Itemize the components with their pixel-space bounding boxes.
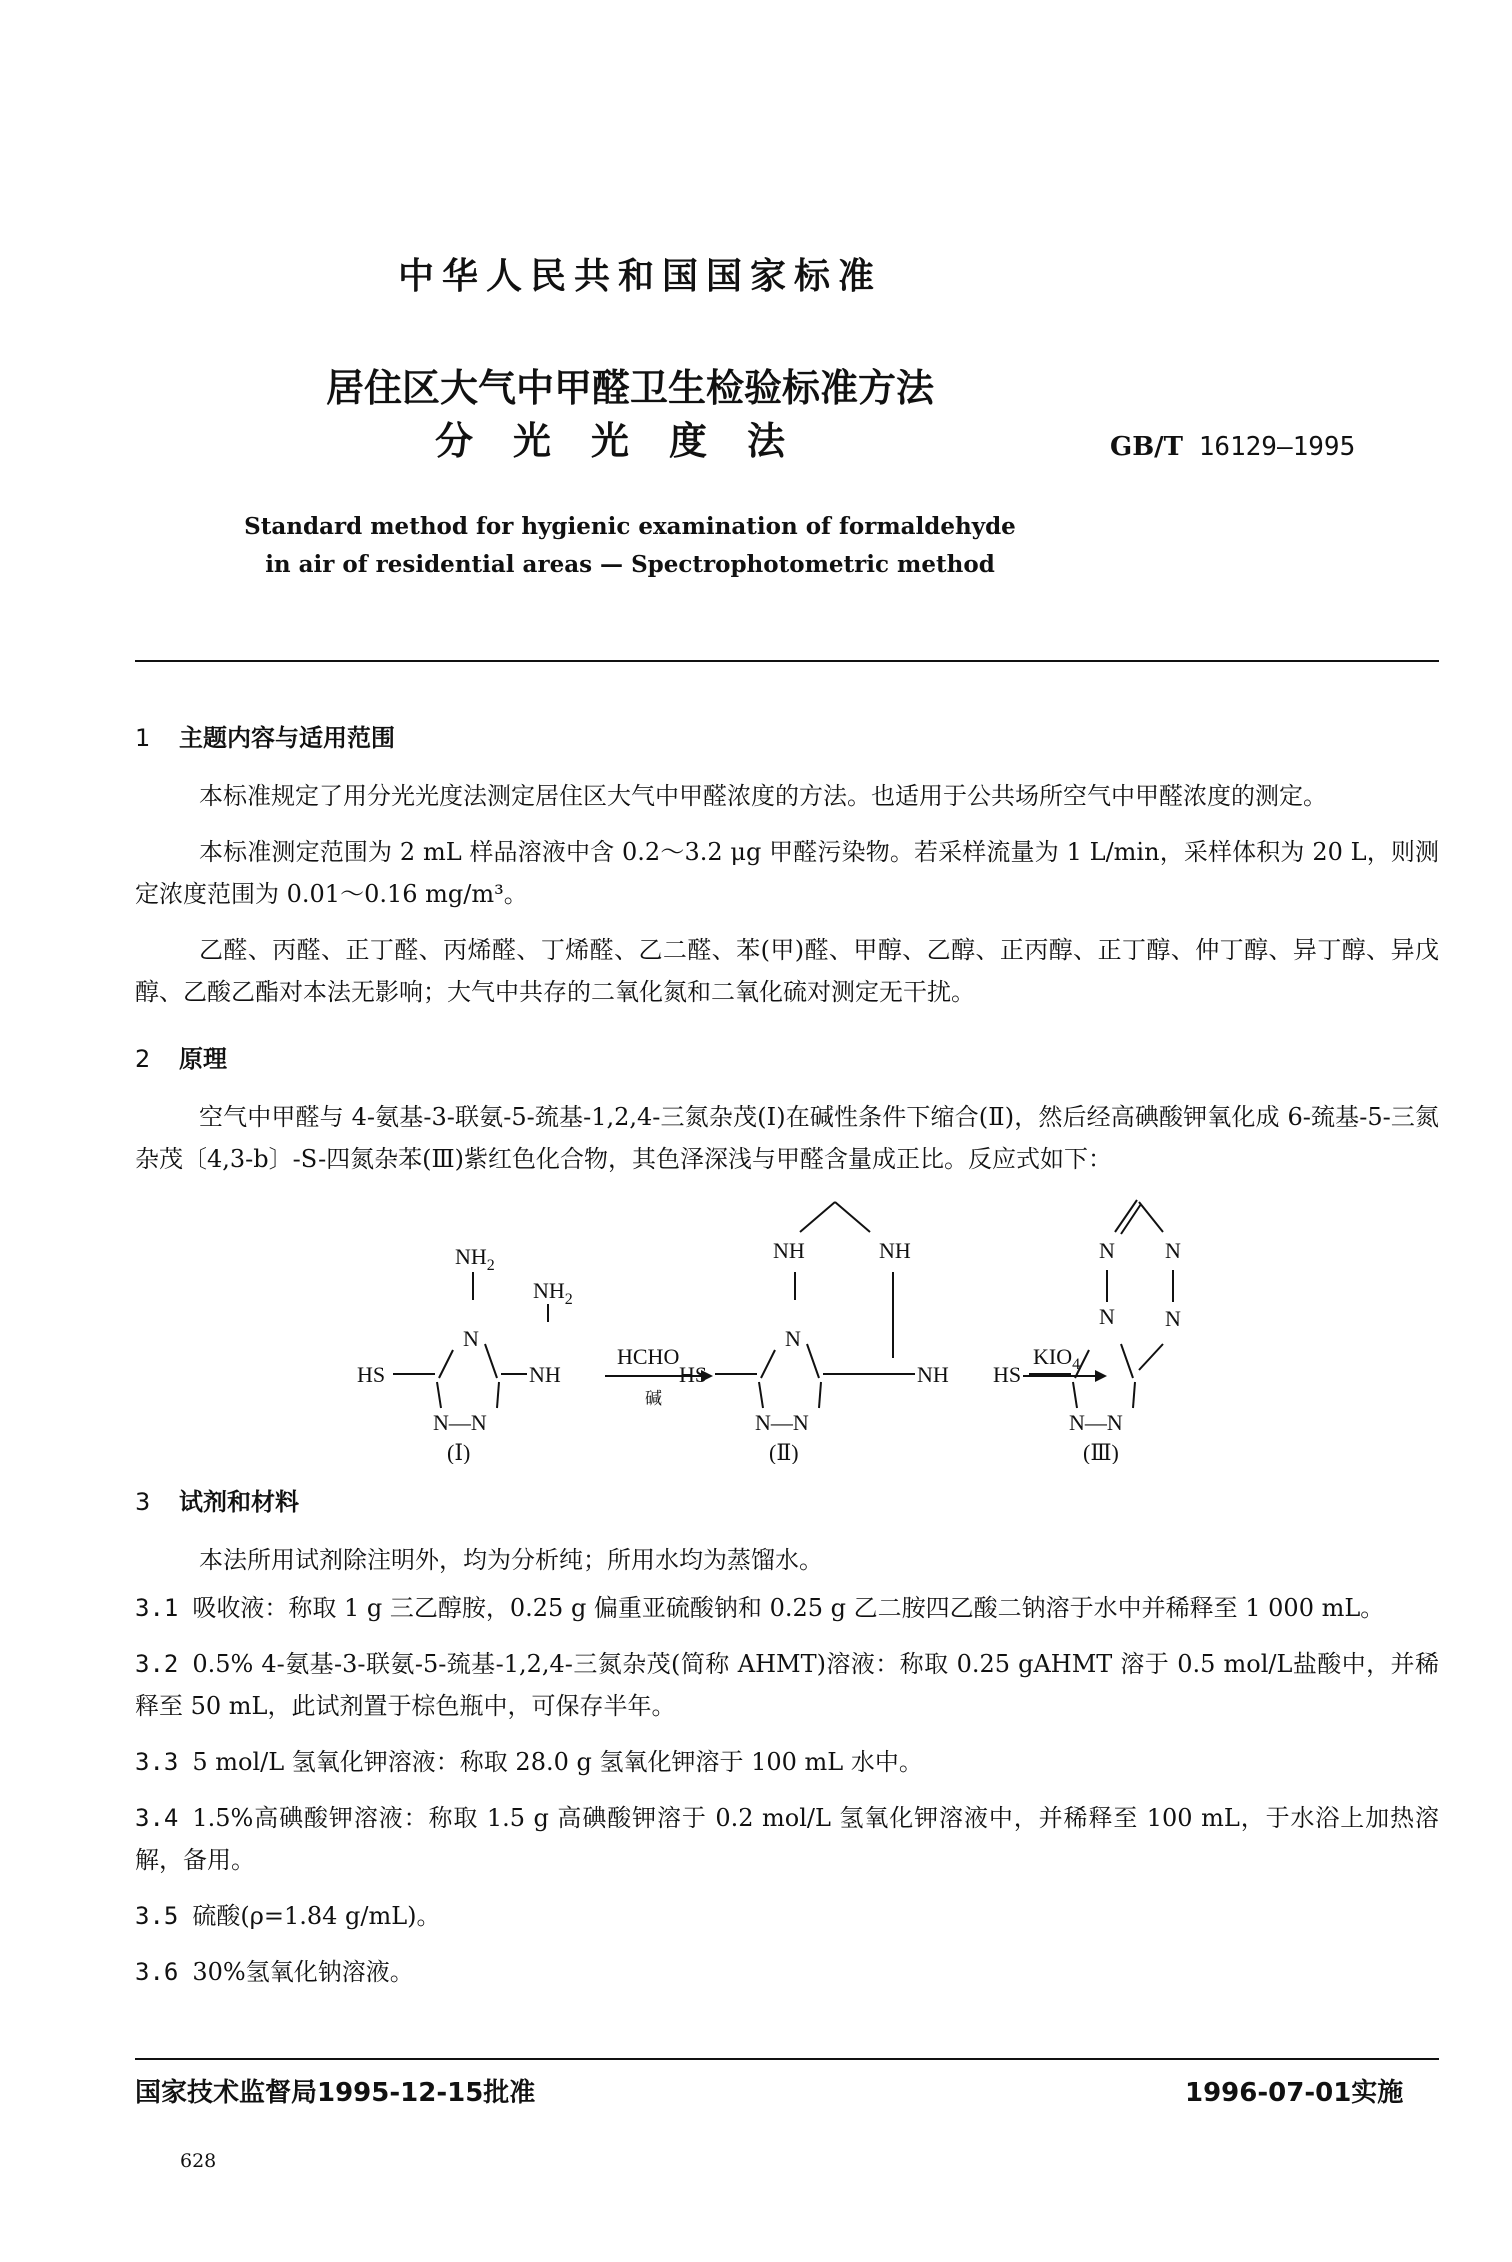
document-body bbox=[135, 718, 1439, 2007]
english-title bbox=[180, 508, 1080, 584]
section-1-paragraph-3: 乙醛、丙醛、正丁醛、丙烯醛、丁烯醛、乙二醛、苯(甲)醛、甲醇、乙醇、正丙醇、正丁醇、仲丁醇、异丁醇、异戊醇、乙酸乙酯对本法无影响；大气中共存的二氧化氮和二氧化硫对测定无干扰。 bbox=[135, 936, 1439, 1006]
page-number: 628 bbox=[180, 2150, 217, 2172]
hs-label: HS bbox=[679, 1362, 708, 1387]
ring-n-label: N bbox=[1099, 1238, 1115, 1263]
standard-code bbox=[1110, 432, 1355, 462]
reagent-item: 3.4 1.5%高碘酸钾溶液：称取 1.5 g 高碘酸钾溶于 0.2 mol/L 氢氧化钾溶液中，并稀释至 100 mL，于水浴上加热溶解，备用。 bbox=[135, 1804, 1439, 1874]
section-number: 1 bbox=[135, 724, 151, 752]
section-title: 试剂和材料 bbox=[179, 1488, 299, 1516]
title-line-1: 居住区大气中甲醛卫生检验标准方法 bbox=[325, 366, 934, 410]
implementation-date: 1996-07-01实施 bbox=[1185, 2078, 1404, 2108]
section-number: 2 bbox=[135, 1045, 151, 1073]
section-1-heading bbox=[135, 718, 1439, 753]
ring-nn-label: N—N bbox=[433, 1410, 487, 1435]
ring-nn-label: N—N bbox=[1069, 1410, 1123, 1435]
title-line-2: 分光光度法 bbox=[434, 419, 825, 464]
document-title bbox=[240, 362, 1020, 468]
ring-nn-label: N—N bbox=[755, 1410, 809, 1435]
condition-base-label: 碱 bbox=[645, 1389, 662, 1409]
english-title-line-2: in air of residential areas — Spectrophotometric method bbox=[265, 550, 995, 578]
reagent-item: 3.1 吸收液：称取 1 g 三乙醇胺，0.25 g 偏重亚硫酸钠和 0.25 g 乙二胺四乙酸二钠溶于水中并稀释至 1 000 mL。 bbox=[135, 1594, 1385, 1622]
reagent-item: 3.2 0.5% 4-氨基-3-联氨-5-巯基-1,2,4-三氮杂茂(简称 AHMT)溶液：称取 0.25 gAHMT 溶于 0.5 mol/L盐酸中，并稀释至 50 mL，此试剂置于棕色瓶中，可保存半年。 bbox=[135, 1650, 1439, 1720]
nh-label: NH bbox=[773, 1238, 805, 1263]
section-number: 3 bbox=[135, 1488, 151, 1516]
section-2-heading bbox=[135, 1039, 1439, 1074]
national-standard-heading: 中华人民共和国国家标准 bbox=[397, 256, 882, 297]
ring-n-label: N bbox=[463, 1326, 479, 1351]
section-2-paragraph-1: 空气中甲醛与 4-氨基-3-联氨-5-巯基-1,2,4-三氮杂茂(Ⅰ)在碱性条件下缩合(Ⅱ)，然后经高碘酸钾氧化成 6-巯基-5-三氮杂茂〔4,3-b〕-S-四氮杂苯(Ⅲ)紫红色化合物，其色泽深浅与甲醛含量成正比。反应式如下： bbox=[135, 1103, 1439, 1173]
ring-n-label: N bbox=[1165, 1306, 1181, 1331]
reagent-item: 3.5 硫酸(ρ=1.84 g/mL)。 bbox=[135, 1902, 441, 1930]
section-1-paragraph-1: 本标准规定了用分光光度法测定居住区大气中甲醛浓度的方法。也适用于公共场所空气中甲醛浓度的测定。 bbox=[199, 782, 1327, 810]
section-3-heading bbox=[135, 1482, 1439, 1517]
reaction-scheme-drawing bbox=[135, 1194, 1439, 1464]
ring-n-label: N bbox=[785, 1326, 801, 1351]
standard-prefix: GB/T bbox=[1110, 432, 1184, 462]
reagent-hcho-label: HCHO bbox=[617, 1344, 680, 1369]
ring-n-label: N bbox=[1165, 1238, 1181, 1263]
section-title: 原理 bbox=[179, 1045, 227, 1073]
english-title-line-1: Standard method for hygienic examination of formaldehyde bbox=[244, 513, 1016, 540]
reaction-scheme bbox=[135, 1194, 1439, 1464]
compound-i-label: (Ⅰ) bbox=[447, 1440, 471, 1464]
footer-divider bbox=[135, 2058, 1439, 2060]
standard-number: 16129—1995 bbox=[1198, 432, 1356, 462]
nh2-label: $NH_2$ bbox=[455, 1244, 495, 1274]
nh-label: NH bbox=[917, 1362, 949, 1387]
nh-label: NH bbox=[529, 1362, 561, 1387]
reagent-item: 3.6 30%氢氧化钠溶液。 bbox=[135, 1958, 414, 1986]
header-divider bbox=[135, 660, 1439, 662]
ring-n-label: N bbox=[1099, 1304, 1115, 1329]
reagent-kio4-label: $KIO_4$ bbox=[1033, 1344, 1081, 1373]
compound-ii-label: (Ⅱ) bbox=[769, 1440, 799, 1464]
nh2-label: $NH_2$ bbox=[533, 1278, 573, 1308]
section-1-paragraph-2: 本标准测定范围为 2 mL 样品溶液中含 0.2～3.2 μg 甲醛污染物。若采样流量为 1 L/min，采样体积为 20 L，则测定浓度范围为 0.01～0.16 mg/m³。 bbox=[135, 838, 1439, 908]
compound-iii-label: (Ⅲ) bbox=[1083, 1440, 1119, 1464]
section-title: 主题内容与适用范围 bbox=[179, 724, 395, 752]
reagent-item: 3.3 5 mol/L 氢氧化钾溶液：称取 28.0 g 氢氧化钾溶于 100 mL 水中。 bbox=[135, 1748, 923, 1776]
hs-label: HS bbox=[357, 1362, 386, 1387]
hs-label: HS bbox=[993, 1362, 1022, 1387]
section-3-intro: 本法所用试剂除注明外，均为分析纯；所用水均为蒸馏水。 bbox=[199, 1546, 823, 1574]
approval-date: 国家技术监督局1995-12-15批准 bbox=[135, 2078, 536, 2108]
nh-label: NH bbox=[879, 1238, 911, 1263]
